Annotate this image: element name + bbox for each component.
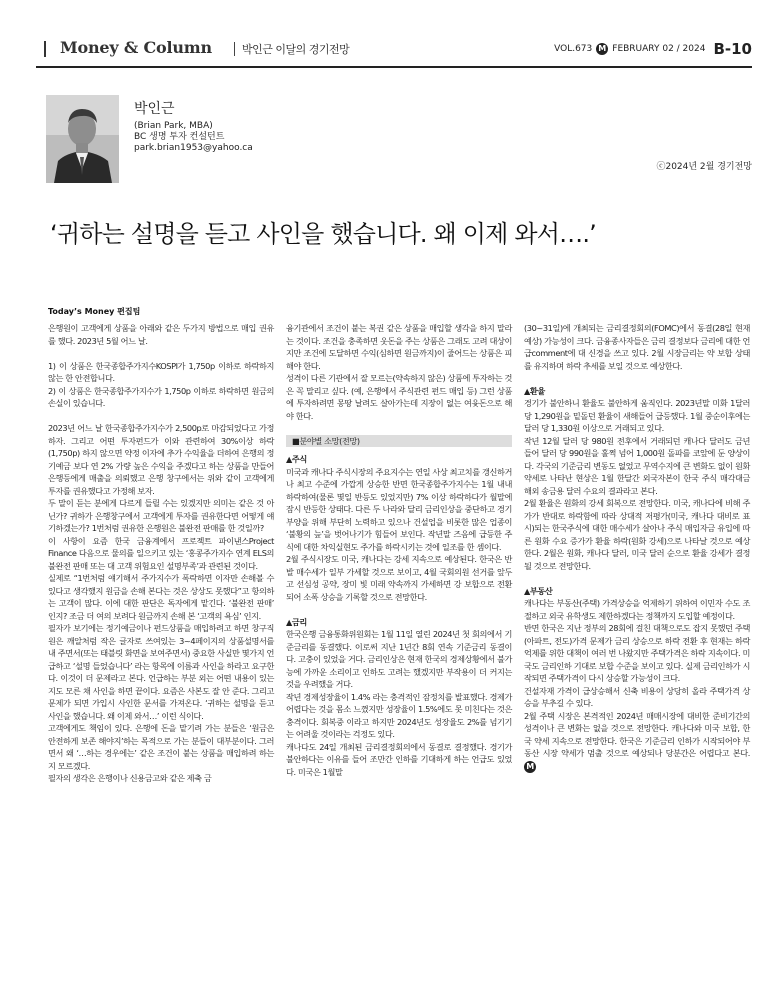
- last-paragraph-text: 2월 주택 시장은 본격적인 2024년 매매시장에 대비한 준비기간의 성격이나 큰 변화는 없을 것으로 전망한다. 캐나다와 미국 보합, 한국 약세 지속으로 전망한다. 한국은 기준금리 인하가 시작되어야 부동산 시장 약세가 멈출 것으로 예상되나 당분간은 어렵다고 본다.: [524, 710, 750, 758]
- byline: Today’s Money 편집팀: [48, 307, 141, 316]
- paragraph: [524, 710, 750, 773]
- headline: ‘귀하는 설명을 듣고 사인을 했습니다. 왜 이제 와서….’: [50, 220, 596, 248]
- subheading-stock: ▲주식: [286, 454, 307, 464]
- subheading-real-estate: ▲부동산: [524, 585, 553, 596]
- paragraph: 고객에게도 책임이 있다. 은행에 돈을 맡기려 가는 분들은 ‘원금은 안전하게 보존 해야지’하는 목적으로 가는 분들이 대부분이다. 그러면서 왜 ‘…하는 경우에는’ 같은 조건이 붙는 상품을 매입하려 하는지 모르겠다.: [48, 723, 274, 771]
- issue-info: [554, 40, 752, 58]
- header-bar: [44, 41, 46, 57]
- author-email[interactable]: park.brian1953@yahoo.ca: [134, 143, 253, 153]
- paragraph: 은행원이 고객에게 상품을 아래와 같은 두가지 방법으로 매입 권유를 했다. 2023년 5월 어느 날.: [48, 323, 274, 346]
- volume: VOL.673: [554, 44, 593, 54]
- section-box-heading: ■분야별 소망(전망): [286, 435, 512, 448]
- column-3: [524, 322, 750, 785]
- paragraph: 2023년 어느 날 한국종합주가지수가 2,500p로 마감되었다고 가정하자. 그리고 어떤 투자펀드가 이와 관련하여 30%이상 하락(1,750p) 하지 않으면 약정 이자에 추가 수익율을 더하여 은행의 정기예금 보다 연 2% 가량 높은 수익을 주겠다고 하는 상품을 만들어 은행등에게 매출을 의뢰했고 은행 창구에서는 위와 같이 고객에게 투자를 권유했다고 가정해 보자.: [48, 423, 274, 496]
- header-rule: [36, 66, 752, 68]
- paragraph: 2월 환율은 원화의 강세 회복으로 전망한다. 미국, 캐나다에 비해 주가가 반대로 하락함에 따라 상대적 저평가(미국, 캐나다 대비로 표시)되는 한국주식에 대한 매수세가 살아나 주식 매입자금 유입에 따른 원화 수요 증가가 환율 하락(원화 강세)으로 나타날 것으로 예상한다. 2월은 원화, 캐나다 달러, 미국 달러 순으로 환율 강세가 결정될 것으로 전망한다.: [524, 498, 750, 571]
- paragraph: 두 말이 듣는 분에게 다르게 들릴 수는 있겠지만 의미는 같은 것 아닌가? 귀하가 은행창구에서 고객에게 투자를 권유한다면 어떻게 얘기하겠는가? 1번처럼 권유한 은행원은 불완전 판매를 한 것일까?: [48, 498, 274, 533]
- author-english-name: (Brian Park, MBA): [134, 121, 213, 131]
- paragraph: 캐나다도 24일 개최된 금리결정회의에서 동결로 결정했다. 경기가 불안하다는 이유를 들어 조만간 인하를 기대하게 하는 언급도 있었다. 미국은 1월말: [286, 741, 512, 777]
- column-subtitle: 박인근 이달의 경기전망: [242, 43, 350, 56]
- magazine-logo-icon: M: [596, 43, 608, 55]
- paragraph: 융기관에서 조건이 붙는 복권 같은 상품을 매입할 생각을 하지 말라는 것이다. 조건을 충족하면 웃돈을 주는 상품은 그래도 고려 대상이지만 조건에 도달하면 수익(심하면 원금까지)이 줄어드는 상품은 피해야 한다.: [286, 323, 512, 371]
- paragraph: 작년 12월 달러 당 980원 전후에서 거래되던 캐나다 달러도 금년 들어 달러 당 990원을 훌쩍 넘어 1,000원 돌파를 코앞에 둔 양상이다. 각국의 기준금리 변동도 없었고 무역수지에 큰 변화도 없이 원화약세로 나타난 현상은 1월 한달간 외국자본이 한국 주식 매각대금 해외 송금용 달러 수요의 결과라고 본다.: [524, 435, 750, 496]
- paragraph: 이 사항이 요즘 한국 금융계에서 프로젝트 파이낸스Project Finance 다음으로 물의를 일으키고 있는 ‘홍콩주가지수 연계 ELS의 불완전 판매 또는 대 고객 위험요인 설명부족’과 관련된 것이다.: [48, 535, 274, 571]
- paragraph: (30~31일)에 개최되는 금리결정회의(FOMC)에서 동결(28일 현재 예상) 가능성이 크다. 금융종사자들은 금리 결정보다 금리에 대한 언급comment에 대 신경을 쓰고 있다. 2월 시장금리는 약 보합 상태를 유지하며 하락 추세를 보일 것으로 예상한다.: [524, 323, 750, 371]
- paragraph: 작년 경제성장율이 1.4% 라는 충격적인 잠정치를 발표했다. 경제가 어렵다는 것을 몸소 느꼈지만 성장율이 1.5%에도 못 미친다는 것은 충격이다. 회복중 이라고 하지만 2024년도 성장율도 2%를 넘기기는 어려울 것이라는 걱정도 있다.: [286, 691, 512, 739]
- paragraph: 캐나다는 부동산(주택) 가격상승을 억제하기 위하여 이민자 수도 조절하고 외국 유학생도 제한하겠다는 정책까지 도입할 예정이다.: [524, 598, 750, 621]
- issue-date: FEBRUARY 02 / 2024: [612, 44, 706, 54]
- paragraph: 미국과 캐나다 주식시장의 주요지수는 연일 사상 최고치를 갱신하거나 최고 수준에 가깝게 상승한 반면 한국종합주가지수는 1월 내내 하락하여(물론 몇일 반등도 있었지만) 7% 이상 하락하다가 월말에 잠시 반등한 상태다. 다른 두 나라와 달리 금리인상을 중단하고 경기부양을 위해 부단히 노력하고 있으나 건설업을 비롯한 많은 업종이 ‘불황의 늪’을 벗어나기가 힘들어 보인다. 작년말 즈음에 급등한 주식에 대한 차익실현도 주가를 하락시키는 것에 일조를 한 셈이다.: [286, 466, 512, 552]
- copyright: ⓒ2024년 2월 경기전망: [656, 162, 752, 172]
- subheading-fx: ▲환율: [524, 385, 545, 396]
- paragraph: 2월 주식시장도 미국, 캐나다는 강세 지속으로 예상된다. 한국은 반발 매수세가 일부 가세할 것으로 보이고, 4월 국회의원 선거를 앞두고 선심성 공약, 장미 빛 미래 약속까지 가세하면 강 보합으로 전환되어 소폭 상승을 기록할 것으로 전망한다.: [286, 554, 512, 602]
- paragraph: 건설자재 가격이 급상승해서 신축 비용이 상당히 올라 주택가격 상승을 부추길 수 있다.: [524, 685, 750, 708]
- paragraph: 성격이 다른 기관에서 잘 모르는(약속하지 않은) 상품에 투자하는 것은 꼭 말리고 싶다. (예, 은행에서 주식관련 펀드 매입 등) 그런 상품에 투자하려면 몽땅 날려도 살아가는데 지장이 없는 여윳돈으로 해야 한다.: [286, 373, 512, 421]
- paragraph: 필자의 생각은 은행이나 신용금고와 같은 제축 금: [48, 773, 212, 783]
- column-2: [286, 322, 512, 785]
- author-name: 박인근: [134, 101, 175, 117]
- page-number: B-10: [713, 40, 752, 58]
- section-title: Money & Column: [60, 38, 212, 57]
- author-info: [134, 101, 253, 154]
- paragraph: 경기가 불안하니 환율도 불안하게 움직인다. 2023년말 미화 1달러 당 1,290원을 밑돌던 환율이 새해들어 급등했다. 1월 중순이후에는 달러 당 1,330원 이상으로 거래되고 있다.: [524, 398, 750, 433]
- column-1: [48, 322, 274, 785]
- end-mark-icon: M: [524, 761, 536, 773]
- author-photo: [46, 95, 119, 183]
- header-divider: [234, 42, 235, 56]
- paragraph: 2) 이 상품은 한국종합주가지수가 1,750p 이하로 하락하면 원금의 손실이 있습니다.: [48, 385, 274, 408]
- author-title: BC 생명 투자 컨설턴트: [134, 132, 225, 142]
- paragraph: 반면 한국은 지난 정부의 28회에 걸친 대책으로도 잡지 못했던 주택(아파트, 전도)가격 문제가 금리 상승으로 하락 전환 후 현재는 하락 억제를 위한 대책이 여러 번 나왔지만 주택가격은 하락 지속이다. 미국도 금리인하 기대로 보합 수준을 보이고 있다. 실제 금리인하가 시작되면 주택가격이 다시 상승할 가능성이 크다.: [524, 623, 750, 683]
- article-body: [48, 322, 754, 785]
- paragraph: 한국은행 금융통화위원회는 1월 11일 열린 2024년 첫 회의에서 기준금리를 동결했다. 이로써 지난 1년간 8회 연속 기준금리 동결이다. 고충이 있었을 거다. 금리인상은 현재 한국의 경제상황에서 불가능에 가까운 소리이고 인하도 고려는 했겠지만 부작용이 더 커지는 것을 우려했을 거다.: [286, 629, 512, 689]
- paragraph: 1) 이 상품은 한국종합주가지수KOSPI가 1,750p 이하로 하락하지 않는 한 안전합니다.: [48, 360, 274, 383]
- paragraph: 실제로 “1번처럼 얘기해서 주가지수가 폭락하면 이자만 손해볼 수 있다고 생각했지 원금을 손해 본다는 것은 상상도 못했다”고 항의하는 고객이 많다. 이에 대한 판단은 독자에게 맡긴다. ‘불완전 판매’ 인지? 조금 더 여의 보려다 원금까지 손해 본 ‘고객의 욕심’ 인지.: [48, 573, 274, 621]
- subheading-rate: ▲금리: [286, 616, 307, 627]
- page-header: [36, 38, 752, 62]
- paragraph: 필자가 보기에는 정기예금이나 펀드상품을 매입하려고 하면 창구직원은 깨알처럼 작은 글자로 쓰여있는 3~4페이지의 상품설명서를 내 주면서(또는 태블릿 화면을 보여주면서) 중요한 사실만 몇가지 언급하고 ‘설명 들었습니다’ 라는 항목에 이름과 사인을 하라고 요구한다. 이것이 더 문제라고 본다. 언급하는 부분 외는 어떤 내용이 있는지도 모른 채 사인을 하면 끝이다. 요즘은 사본도 잘 안 준다. 그리고 문제가 되면 가입시 사인한 문서를 가져온다. ‘귀하는 설명을 듣고 사인을 했습니다. 왜 이제 와서…’ 이런 식이다.: [48, 623, 274, 721]
- author-portrait-icon: [46, 95, 119, 183]
